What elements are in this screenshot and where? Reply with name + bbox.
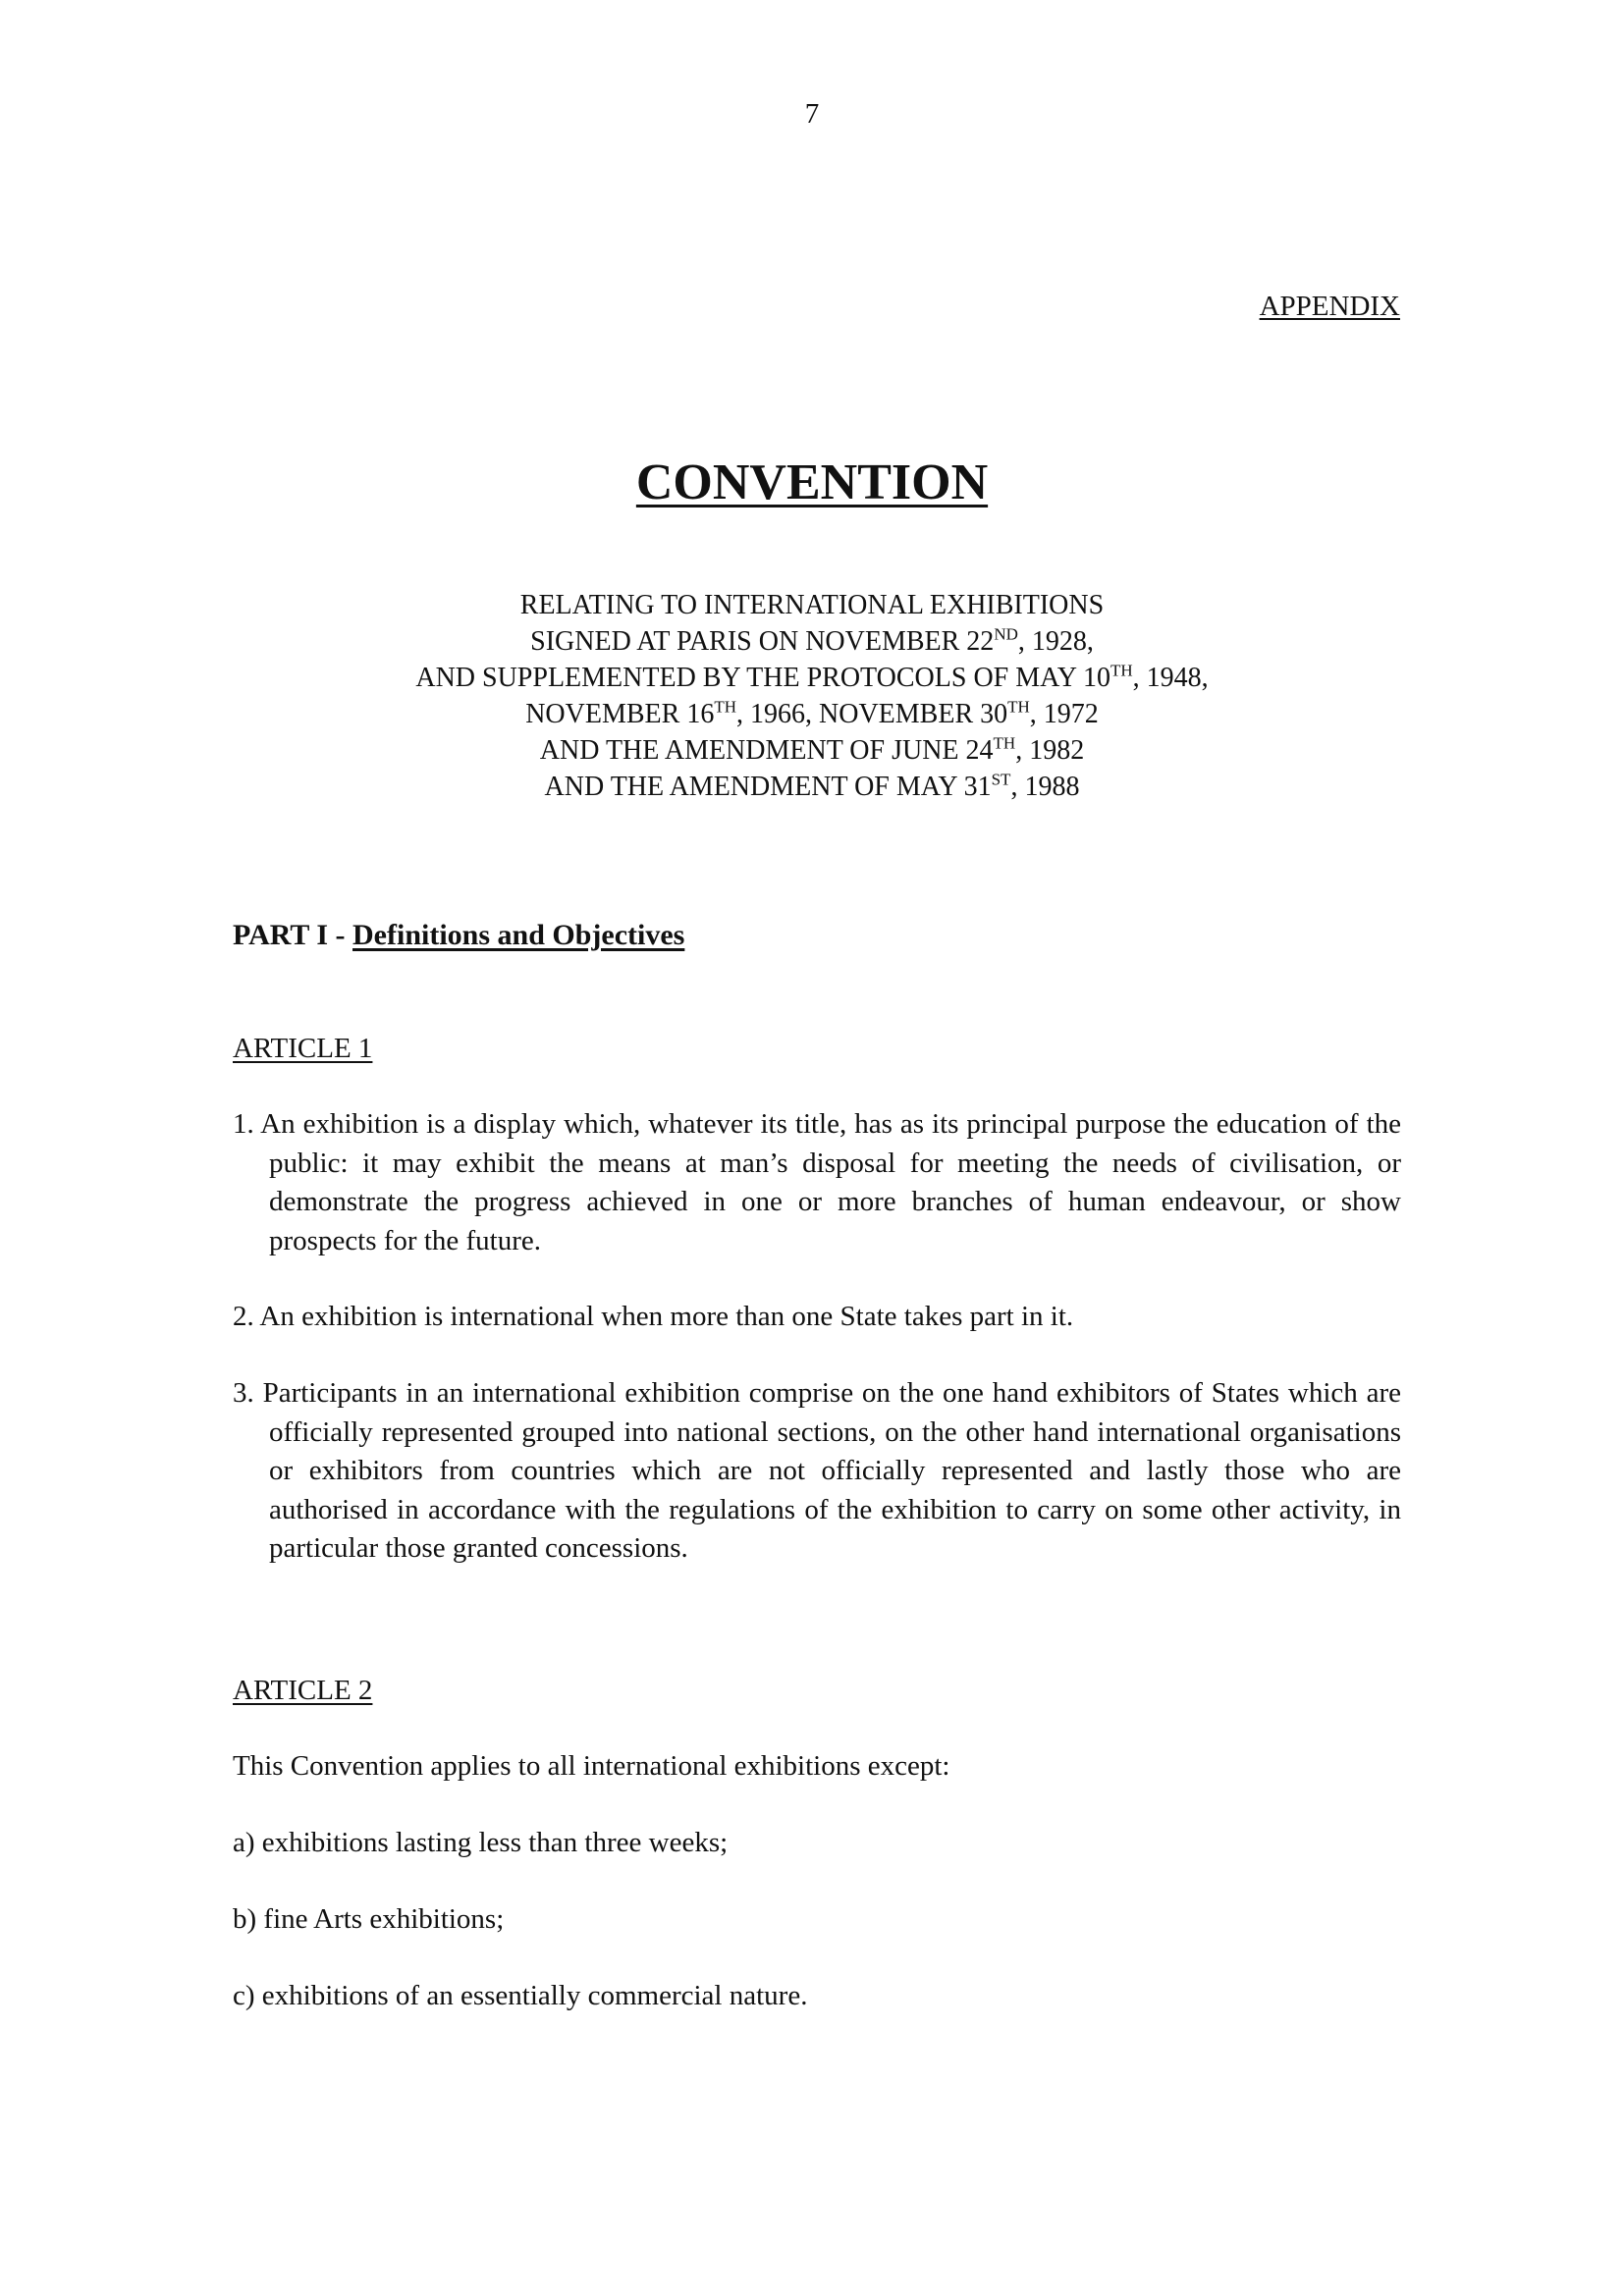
- part-heading: [233, 919, 684, 952]
- part-title: Definitions and Objectives: [352, 919, 685, 951]
- part-prefix: PART I -: [233, 919, 353, 951]
- article-2-item-b: b) fine Arts exhibitions;: [233, 1903, 505, 1935]
- article-2-intro: This Convention applies to all international exhibitions except:: [233, 1750, 950, 1782]
- subtitle-line: NOVEMBER 16TH, 1966, NOVEMBER 30TH, 1972: [525, 697, 1099, 729]
- subtitle-line: AND THE AMENDMENT OF JUNE 24TH, 1982: [539, 733, 1085, 766]
- article-2-heading: ARTICLE 2: [233, 1675, 373, 1706]
- document-subtitle: [0, 587, 1624, 805]
- article-1-heading: ARTICLE 1: [233, 1033, 373, 1064]
- article-1-paragraph-2: 2. An exhibition is international when more than one State takes part in it.: [233, 1301, 1074, 1332]
- article-1-paragraph-3: 3. Participants in an international exhibition comprise on the one hand exhibitors of States which are officially represented grouped into national sections, on the other hand international organisations or exhibitors from countries which are not officially represented and lastly those who are authorised in accordance with the regulations of the exhibition to carry on some other activity, in particular those granted concessions.: [233, 1377, 1401, 1564]
- page-number: 7: [804, 98, 820, 130]
- article-2-item-a: a) exhibitions lasting less than three weeks;: [233, 1827, 729, 1858]
- article-1-paragraph-1: 1. An exhibition is a display which, whatever its title, has as its principal purpose the education of the public: it may exhibit the means at man’s disposal for meeting the needs of civilisation, or demonstrate the progress achieved in one or more branches of human endeavour, or show prospects for the future.: [233, 1108, 1401, 1256]
- document-title: CONVENTION: [635, 454, 989, 510]
- subtitle-line: AND THE AMENDMENT OF MAY 31ST, 1988: [544, 770, 1080, 802]
- appendix-label: APPENDIX: [1259, 291, 1400, 322]
- article-2-item-c: c) exhibitions of an essentially commercial nature.: [233, 1980, 808, 2011]
- subtitle-line: SIGNED AT PARIS ON NOVEMBER 22ND, 1928,: [530, 624, 1094, 657]
- subtitle-line: AND SUPPLEMENTED BY THE PROTOCOLS OF MAY 10TH, 1948,: [415, 661, 1209, 693]
- subtitle-line: RELATING TO INTERNATIONAL EXHIBITIONS: [519, 590, 1105, 620]
